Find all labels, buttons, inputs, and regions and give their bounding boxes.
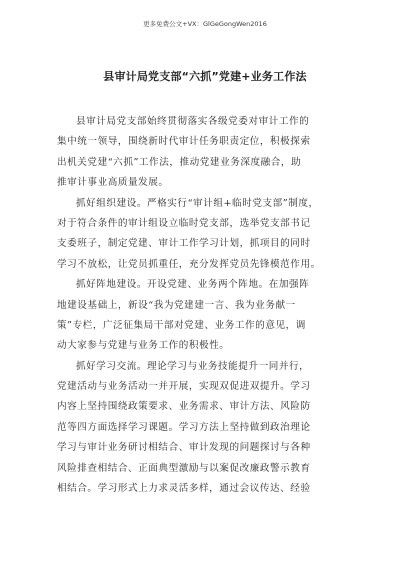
body-line: 支委班子，制定党建、审计工作学习计划，抓项目的同时 <box>57 238 311 250</box>
body-line: 策”专栏，广泛征集局干部对党建、业务工作的意见，调 <box>57 319 306 331</box>
body-line: 内容上坚持围绕政策要求、业务需求、审计方法、风险防 <box>57 401 311 413</box>
document-body <box>57 112 357 499</box>
body-line: 相结合。学习形式上力求灵活多样，通过会议传达、经验 <box>57 483 311 495</box>
body-line: 抓好组织建设。严格实行“审计组+临时党支部”制度， <box>76 197 319 209</box>
body-line: 出机关党建“六抓”工作法，推动党建业务深度融合，助 <box>57 156 302 168</box>
body-line: 推审计事业高质量发展。 <box>57 177 169 189</box>
body-line: 学习不放松，让党员抓重任，充分发挥党员先锋模范作用。 <box>57 258 321 270</box>
body-line: 集中统一领导，围绕新时代审计任务职责定位，积极探索 <box>57 136 311 148</box>
body-line: 对于符合条件的审计组设立临时党支部，选举党支部书记 <box>57 217 311 229</box>
header-note: 更多免费公文+VX：GlGeGongWen2016 <box>143 20 267 28</box>
body-line: 风险排查相结合、正面典型激励与以案促改廉政警示教育 <box>57 462 311 474</box>
body-line: 范等四方面选择学习课题。学习方法上坚持做到政治理论 <box>57 421 311 433</box>
body-line: 县审计局党支部始终贯彻落实各级党委对审计工作的 <box>76 116 310 127</box>
body-line: 动大家参与党建与业务工作的积极性。 <box>57 340 230 352</box>
body-line: 抓好学习交流。理论学习与业务技能提升一同并行， <box>76 360 310 372</box>
document-title: 县审计局党支部“六抓”党建+业务工作法 <box>103 70 307 83</box>
body-line: 抓好阵地建设。开设党建、业务两个阵地。在加强阵 <box>76 279 310 291</box>
body-line: 地建设基础上，新设“我为党建建一言、我为业务献一 <box>57 299 296 311</box>
body-line: 党建活动与业务活动一并开展，实现双促进双提升。学习 <box>57 381 311 393</box>
body-line: 学习与审计业务研讨相结合、审计发现的问题探讨与各种 <box>57 442 311 454</box>
